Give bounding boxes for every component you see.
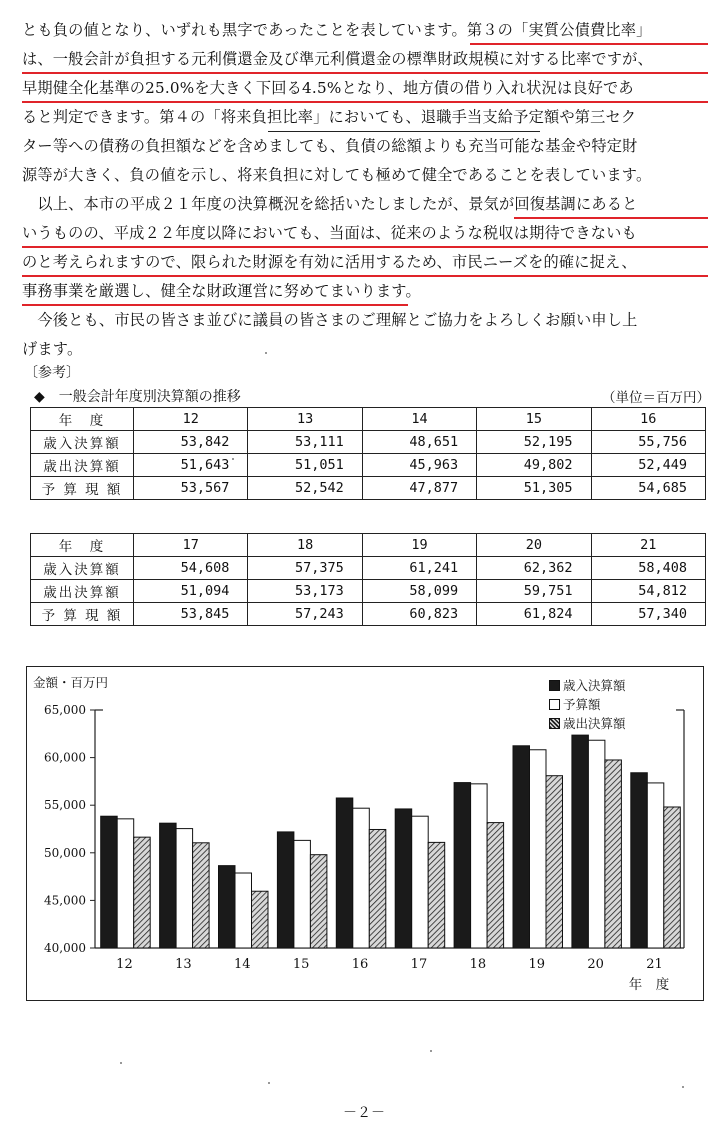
x-tick-label: 20: [587, 957, 604, 972]
x-tick-label: 17: [410, 957, 428, 972]
expenditure-bar: [546, 776, 563, 948]
red-underline: [22, 304, 408, 306]
year-cell: 19: [362, 534, 476, 557]
expenditure-bar: [605, 760, 622, 948]
budget-bar: [235, 873, 252, 948]
table-unit: （単位＝百万円）: [602, 390, 710, 406]
value-cell: 48,651: [362, 431, 476, 454]
x-tick-label: 13: [175, 957, 192, 972]
expenditure-bar: [134, 837, 151, 948]
table-row: [31, 477, 706, 500]
settlement-table-2: [30, 533, 706, 626]
revenue-bar: [513, 746, 530, 948]
text-line: のと考えられますので、限られた財源を有効に活用するため、市民ニーズを的確に捉え、: [22, 253, 637, 271]
row-label: 予 算 現 額: [31, 477, 134, 500]
pencil-underline: [268, 131, 540, 132]
red-underline: [22, 246, 708, 248]
table-title: ◆ 一般会計年度別決算額の推移: [34, 389, 241, 405]
value-cell: 62,362: [477, 557, 591, 580]
budget-bar: [647, 783, 664, 948]
value-cell: 52,449: [591, 454, 705, 477]
value-cell: 57,243: [248, 603, 362, 626]
y-tick-label: 40,000: [44, 941, 86, 955]
budget-bar: [588, 740, 605, 948]
table-row: [31, 431, 706, 454]
year-cell: 13: [248, 408, 362, 431]
red-underline: [22, 101, 708, 103]
table-row: [31, 557, 706, 580]
row-label: 歳出決算額: [31, 580, 134, 603]
x-tick-label: 12: [116, 957, 133, 972]
table-header-row: [31, 408, 706, 431]
text-line: 以上、本市の平成２１年度の決算概況を総括いたしましたが、景気が回復基調にあると: [22, 195, 638, 213]
page-number: －２－: [343, 1105, 385, 1121]
y-tick-label: 55,000: [44, 798, 86, 813]
budget-bar: [294, 840, 311, 948]
budget-bar: [117, 819, 134, 948]
y-tick-label: 60,000: [44, 750, 86, 765]
expenditure-bar: [310, 855, 327, 948]
text-line: ると判定できます。第４の「将来負担比率」においても、退職手当支給予定額や第三セク: [22, 108, 637, 126]
value-cell: 45,963: [362, 454, 476, 477]
legend-swatch-outline: [549, 699, 560, 710]
scan-speck: [682, 1086, 684, 1088]
value-cell: 54,685: [591, 477, 705, 500]
legend-swatch-solid: [549, 680, 560, 691]
row-label: 歳出決算額: [31, 454, 134, 477]
budget-bar: [353, 808, 370, 948]
revenue-bar: [454, 783, 471, 948]
legend-item: [549, 695, 626, 714]
value-cell: 49,802: [477, 454, 591, 477]
expenditure-bar: [428, 842, 445, 948]
table-row: [31, 580, 706, 603]
red-underline: [470, 43, 708, 45]
text-line: 源等が大きく、負の値を示し、将来負担に対しても極めて健全であることを表しています。: [22, 166, 652, 184]
year-cell: 12: [134, 408, 248, 431]
expenditure-bar: [487, 823, 504, 948]
value-cell: 58,099: [362, 580, 476, 603]
revenue-bar: [160, 823, 177, 948]
value-cell: 57,340: [591, 603, 705, 626]
y-tick-label: 50,000: [44, 845, 86, 860]
scan-speck: [265, 352, 267, 354]
x-axis-title: 年 度: [628, 977, 670, 993]
table-row: [31, 454, 706, 477]
chart-legend: [549, 676, 626, 733]
x-tick-label: 16: [351, 957, 369, 972]
year-cell: 20: [477, 534, 591, 557]
red-underline: [22, 72, 708, 74]
text-line: 早期健全化基準の25.0%を大きく下回る4.5%となり、地方債の借り入れ状況は良好であ: [22, 79, 634, 97]
year-cell: 21: [591, 534, 705, 557]
value-cell: 53,111: [248, 431, 362, 454]
legend-item: [549, 676, 626, 695]
revenue-bar: [336, 798, 353, 948]
value-cell: 55,756: [591, 431, 705, 454]
legend-label: 歳入決算額: [563, 678, 626, 693]
row-label: 歳入決算額: [31, 557, 134, 580]
text-line: いうものの、平成２２年度以降においても、当面は、従来のような税収は期待できないも: [22, 224, 637, 242]
revenue-bar: [101, 816, 118, 948]
row-label: 歳入決算額: [31, 431, 134, 454]
y-axis-title: 金額・百万円: [33, 675, 109, 690]
settlement-table-1: [30, 407, 706, 500]
expenditure-bar: [369, 829, 386, 948]
x-tick-label: 18: [469, 957, 487, 972]
x-tick-label: 21: [646, 957, 663, 972]
value-cell: 51,094: [134, 580, 248, 603]
text-line: 事務事業を厳選し、健全な財政運営に努めてまいります。: [22, 282, 421, 300]
table-row: [31, 603, 706, 626]
year-header: 年 度: [31, 408, 134, 431]
value-cell: 51,305: [477, 477, 591, 500]
budget-bar: [412, 816, 429, 948]
value-cell: 53,842: [134, 431, 248, 454]
value-cell: 52,195: [477, 431, 591, 454]
text-line: とも負の値となり、いずれも黒字であったことを表しています。第３の「実質公債費比率」: [22, 21, 652, 39]
legend-label: 歳出決算額: [563, 716, 626, 731]
legend-item: [549, 714, 626, 733]
value-cell: 57,375: [248, 557, 362, 580]
value-cell: 60,823: [362, 603, 476, 626]
scan-speck: [120, 1062, 122, 1064]
budget-bar: [530, 750, 547, 948]
year-cell: 17: [134, 534, 248, 557]
row-label: 予 算 現 額: [31, 603, 134, 626]
scan-speck: [430, 1050, 432, 1052]
value-cell: 47,877: [362, 477, 476, 500]
expenditure-bar: [193, 843, 210, 948]
year-cell: 16: [591, 408, 705, 431]
text-line: げます。: [22, 340, 83, 358]
value-cell: 53,845: [134, 603, 248, 626]
value-cell: 54,812: [591, 580, 705, 603]
value-cell: 54,608: [134, 557, 248, 580]
y-tick-label: 65,000: [44, 703, 86, 717]
value-cell: 53,173: [248, 580, 362, 603]
value-cell: 59,751: [477, 580, 591, 603]
table-header-row: [31, 534, 706, 557]
value-cell: 61,241: [362, 557, 476, 580]
reference-label: 〔参考〕: [24, 365, 80, 381]
paragraph-3: [22, 306, 712, 364]
revenue-bar: [277, 832, 294, 948]
red-underline: [22, 275, 708, 277]
x-tick-label: 19: [528, 957, 546, 972]
value-cell: 58,408: [591, 557, 705, 580]
y-tick-label: 45,000: [44, 893, 86, 908]
revenue-bar: [631, 773, 648, 948]
text-line: 今後とも、市民の皆さま並びに議員の皆さまのご理解とご協力をよろしくお願い申し上: [22, 311, 638, 329]
value-cell: 51,643: [134, 454, 248, 477]
year-cell: 15: [477, 408, 591, 431]
year-header: 年 度: [31, 534, 134, 557]
budget-bar: [471, 784, 488, 948]
revenue-bar: [572, 735, 589, 948]
expenditure-bar: [664, 807, 681, 948]
year-cell: 18: [248, 534, 362, 557]
legend-label: 予算額: [563, 697, 601, 712]
value-cell: 52,542: [248, 477, 362, 500]
red-underline: [514, 217, 708, 219]
scan-speck: [268, 1082, 270, 1084]
value-cell: 53,567: [134, 477, 248, 500]
year-cell: 14: [362, 408, 476, 431]
text-line: は、一般会計が負担する元利償還金及び準元利償還金の標準財政規模に対する比率ですが、: [22, 50, 653, 68]
x-tick-label: 15: [292, 957, 310, 972]
scan-speck: [232, 458, 234, 460]
paragraph-2: [22, 190, 712, 306]
expenditure-bar: [252, 891, 269, 948]
value-cell: 51,051: [248, 454, 362, 477]
budget-bar: [176, 829, 193, 948]
revenue-bar: [219, 866, 236, 948]
x-tick-label: 14: [233, 957, 251, 972]
text-line: ター等への債務の負担額などを含めましても、負債の総額よりも充当可能な基金や特定財: [22, 137, 638, 155]
value-cell: 61,824: [477, 603, 591, 626]
revenue-bar: [395, 809, 412, 948]
legend-swatch-hatched: [549, 718, 560, 729]
